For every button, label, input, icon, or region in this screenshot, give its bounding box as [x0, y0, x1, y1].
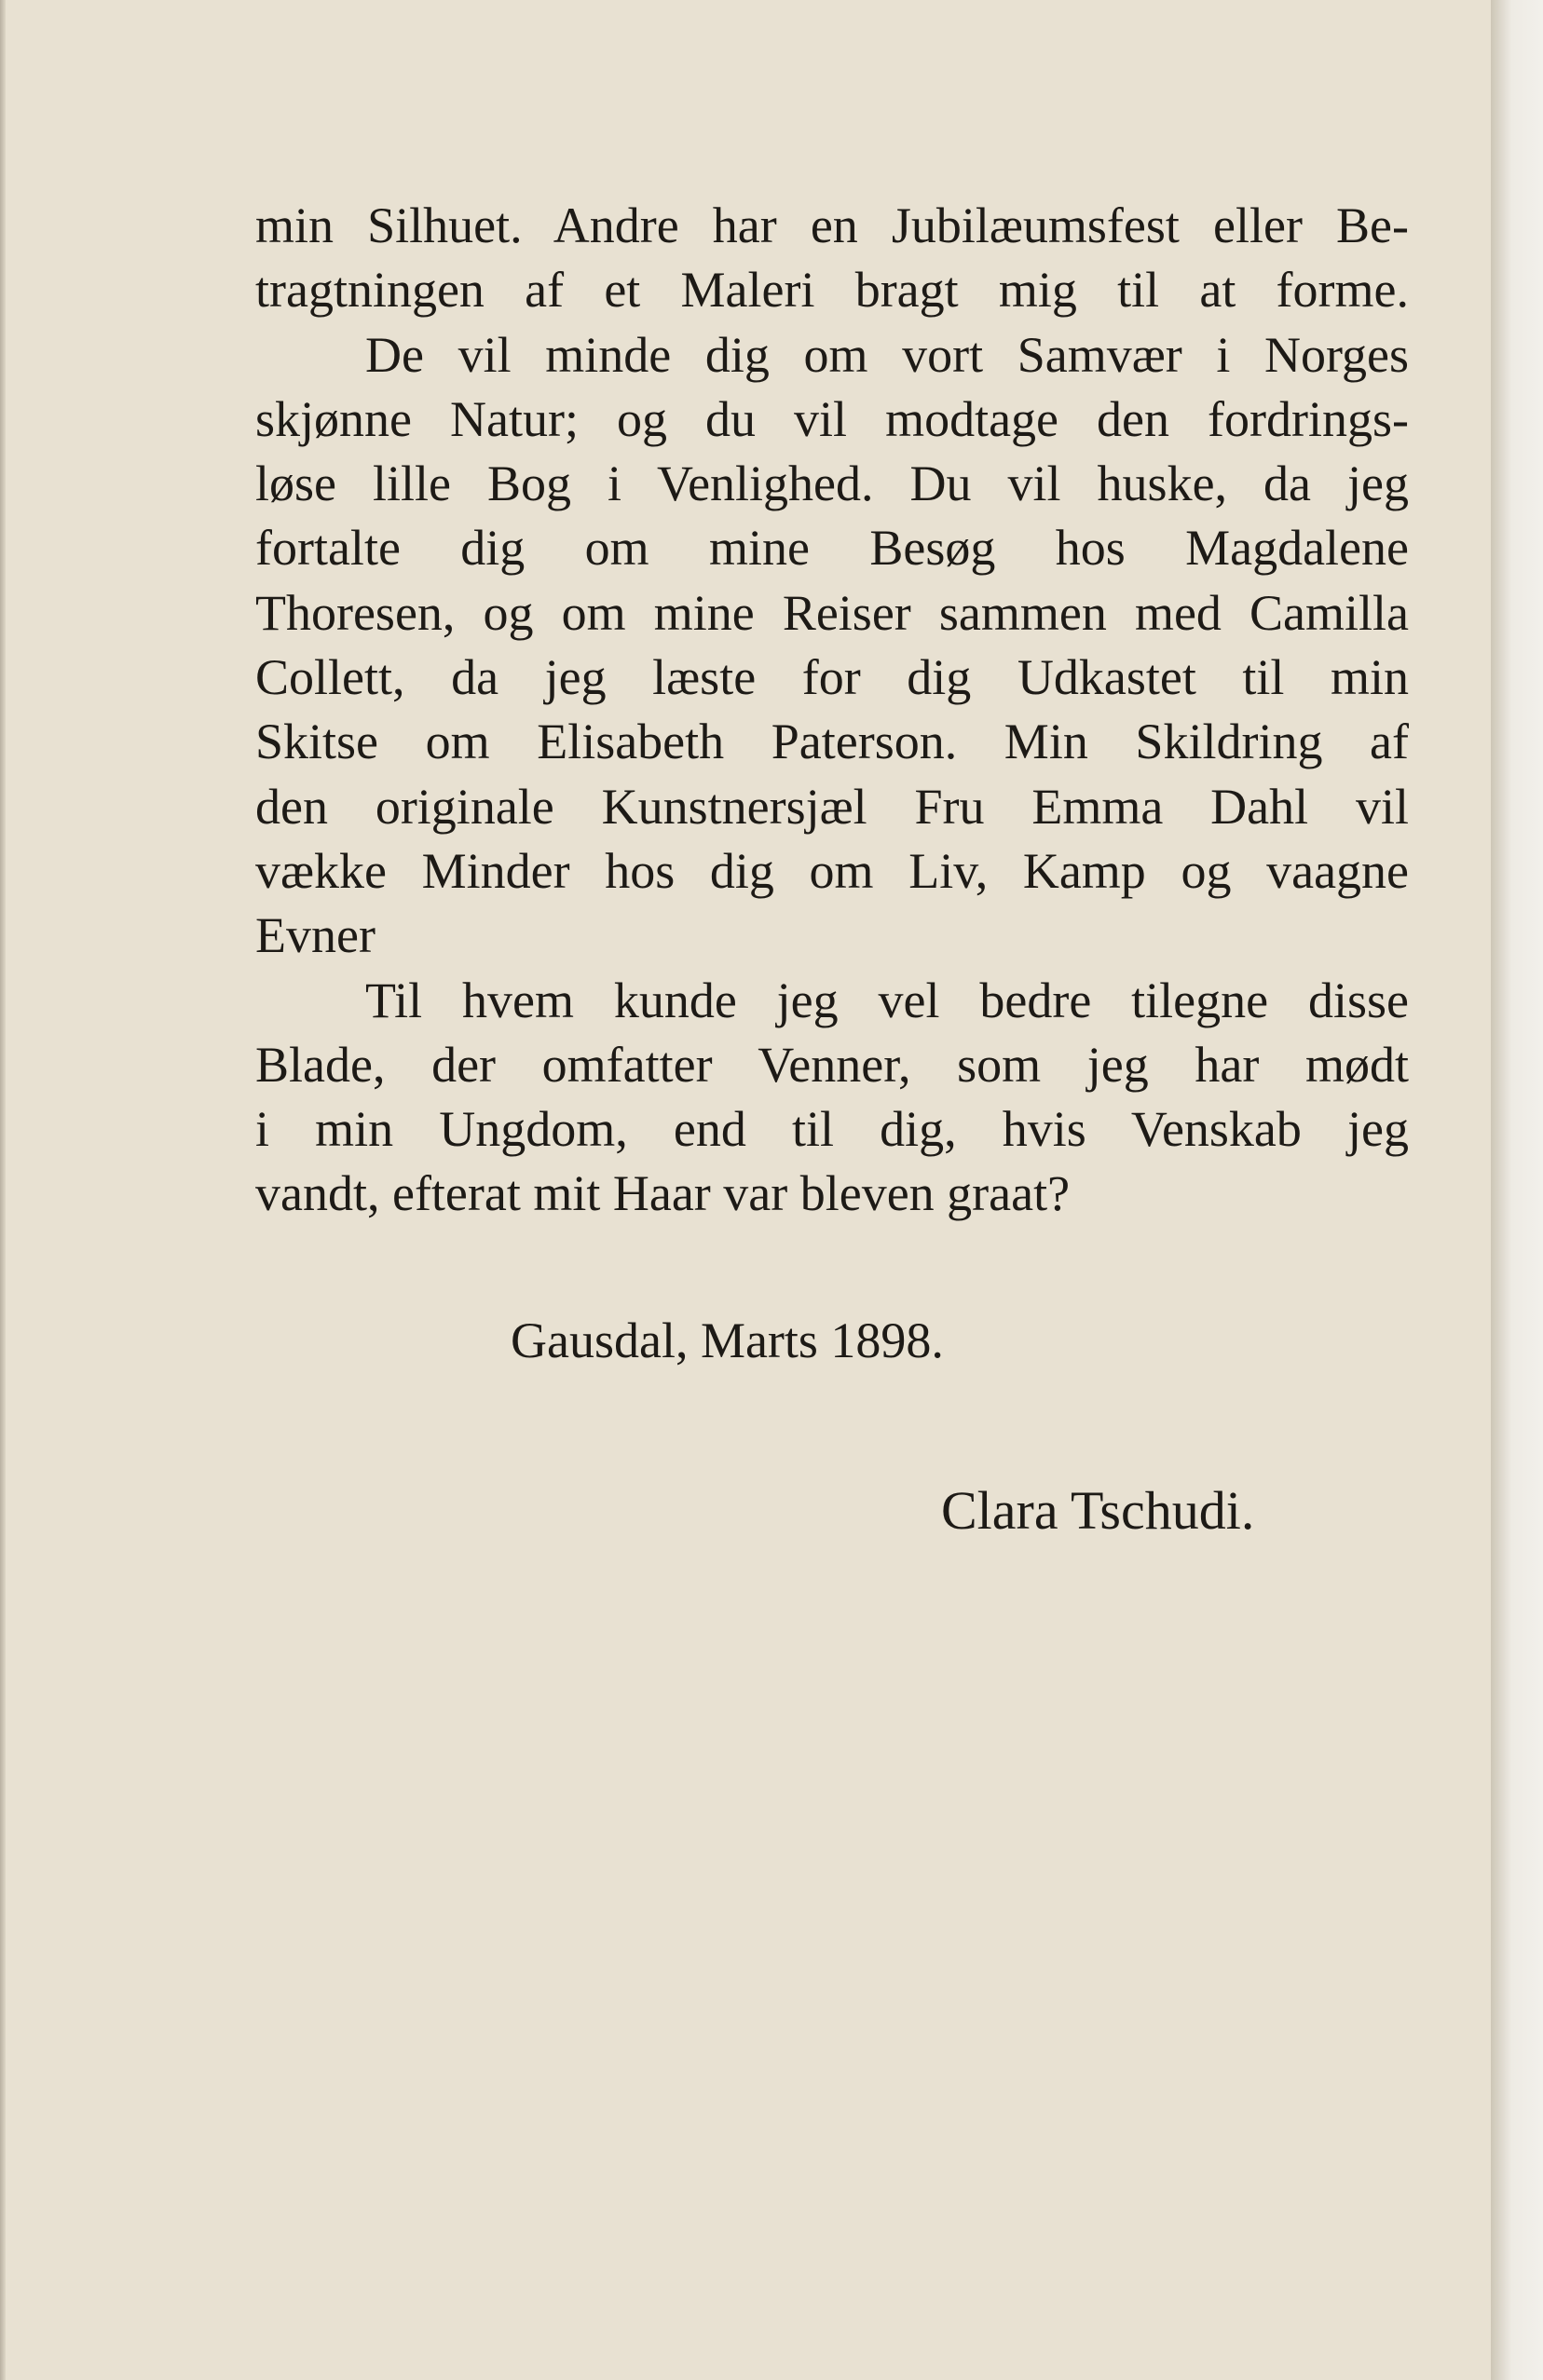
text-line: den originale Kunstnersjæl Fru Emma Dahl vil [255, 778, 1409, 835]
author-signature: Clara Tschudi. [941, 1480, 1255, 1541]
text-line: min Silhuet. Andre har en Jubilæumsfest eller Be- [255, 197, 1409, 253]
text-line: fortalte dig om mine Besøg hos Magdalene [255, 520, 1409, 577]
text-line: Collett, da jeg læste for dig Udkastet til min [255, 649, 1409, 706]
text-line: Thoresen, og om mine Reiser sammen med Camilla [255, 584, 1409, 641]
text-line: tragtningen af et Maleri bragt mig til at forme. [255, 262, 1409, 319]
text-line: De vil minde dig om vort Samvær i Norges [365, 326, 1409, 383]
text-line: løse lille Bog i Venlighed. Du vil huske, da jeg [255, 456, 1409, 512]
text-line: Blade, der omfatter Venner, som jeg har mødt [255, 1036, 1409, 1093]
date-line: Gausdal, Marts 1898. [511, 1312, 944, 1368]
text-line: Skitse om Elisabeth Paterson. Min Skildring af [255, 714, 1409, 770]
text-line: skjønne Natur; og du vil modtage den fordrings- [255, 390, 1409, 447]
text-line: Evner [255, 907, 376, 964]
text-line: i min Ungdom, end til dig, hvis Venskab jeg [255, 1101, 1409, 1158]
text-line: vandt, efterat mit Haar var bleven graat? [255, 1165, 1071, 1222]
text-line: Til hvem kunde jeg vel bedre tilegne disse [365, 972, 1409, 1028]
text-line: vække Minder hos dig om Liv, Kamp og vaagne [255, 842, 1409, 899]
page-binding-edge [0, 0, 6, 2380]
body-text [255, 194, 1409, 1227]
adjacent-page-edge [1491, 0, 1543, 2380]
